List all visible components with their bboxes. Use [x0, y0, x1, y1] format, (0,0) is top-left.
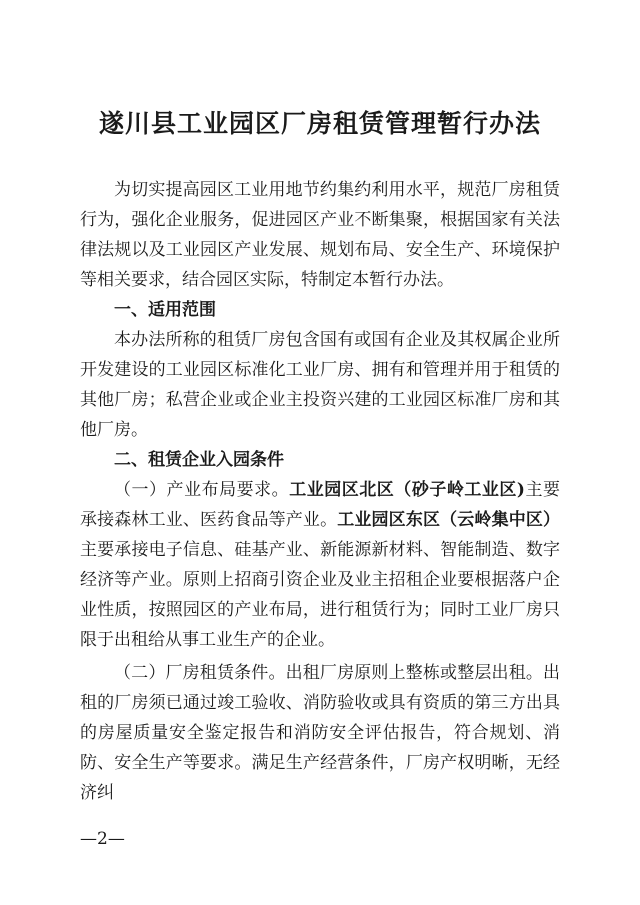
- document-title: 遂川县工业园区厂房租赁管理暂行办法: [98, 109, 541, 138]
- section-heading-entry-conditions: 二、租赁企业入园条件: [114, 450, 284, 470]
- intro-paragraph: 为切实提高园区工业用地节约集约利用水平，规范厂房租赁行为，强化企业服务，促进园区产业不断集聚，根据国家有关法律法规以及工业园区产业发展、规划布局、安全生产、环境保护等相关要求，结合园区实际，特制定本暂行办法。: [80, 180, 560, 290]
- lease-conditions-paragraph: [80, 658, 560, 808]
- page-number: —2—: [80, 829, 125, 849]
- industry-layout-lead: （一）产业布局要求。: [114, 480, 290, 500]
- east-zone-industries: 主要承接电子信息、硅基产业、新能源新材料、智能制造、数字经济等产业。原则上招商引资企业及业主招租企业要根据落户企业性质，按照园区的产业布局，进行租赁行为；同时工业厂房只限于出租给从事工业生产的企业。: [80, 540, 560, 650]
- lease-conditions-text: 出租厂房原则上整栋或整层出租。出租的厂房须已通过竣工验收、消防验收或具有资质的第三方出具的房屋质量安全鉴定报告和消防安全评估报告，符合规划、消防、安全生产等要求。满足生产经营条件，厂房产权明晰，无经济纠: [80, 663, 561, 803]
- document-body: [80, 175, 560, 808]
- north-zone-industries: 主要承接森林工业、医药食品等产业。: [80, 480, 561, 530]
- scope-paragraph: 本办法所称的租赁厂房包含国有或国有企业及其权属企业所开发建设的工业园区标准化工业厂房、拥有和管理并用于租赁的其他厂房；私营企业或企业主投资兴建的工业园区标准厂房和其他厂房。: [80, 330, 560, 440]
- section-heading-scope: 一、适用范围: [114, 300, 216, 320]
- north-zone-name: 工业园区北区（砂子岭工业区): [289, 480, 525, 500]
- east-zone-name: 工业园区东区（云岭集中区）: [337, 510, 561, 530]
- lease-conditions-lead: （二）厂房租赁条件。: [114, 663, 286, 683]
- industry-layout-paragraph: [80, 475, 560, 655]
